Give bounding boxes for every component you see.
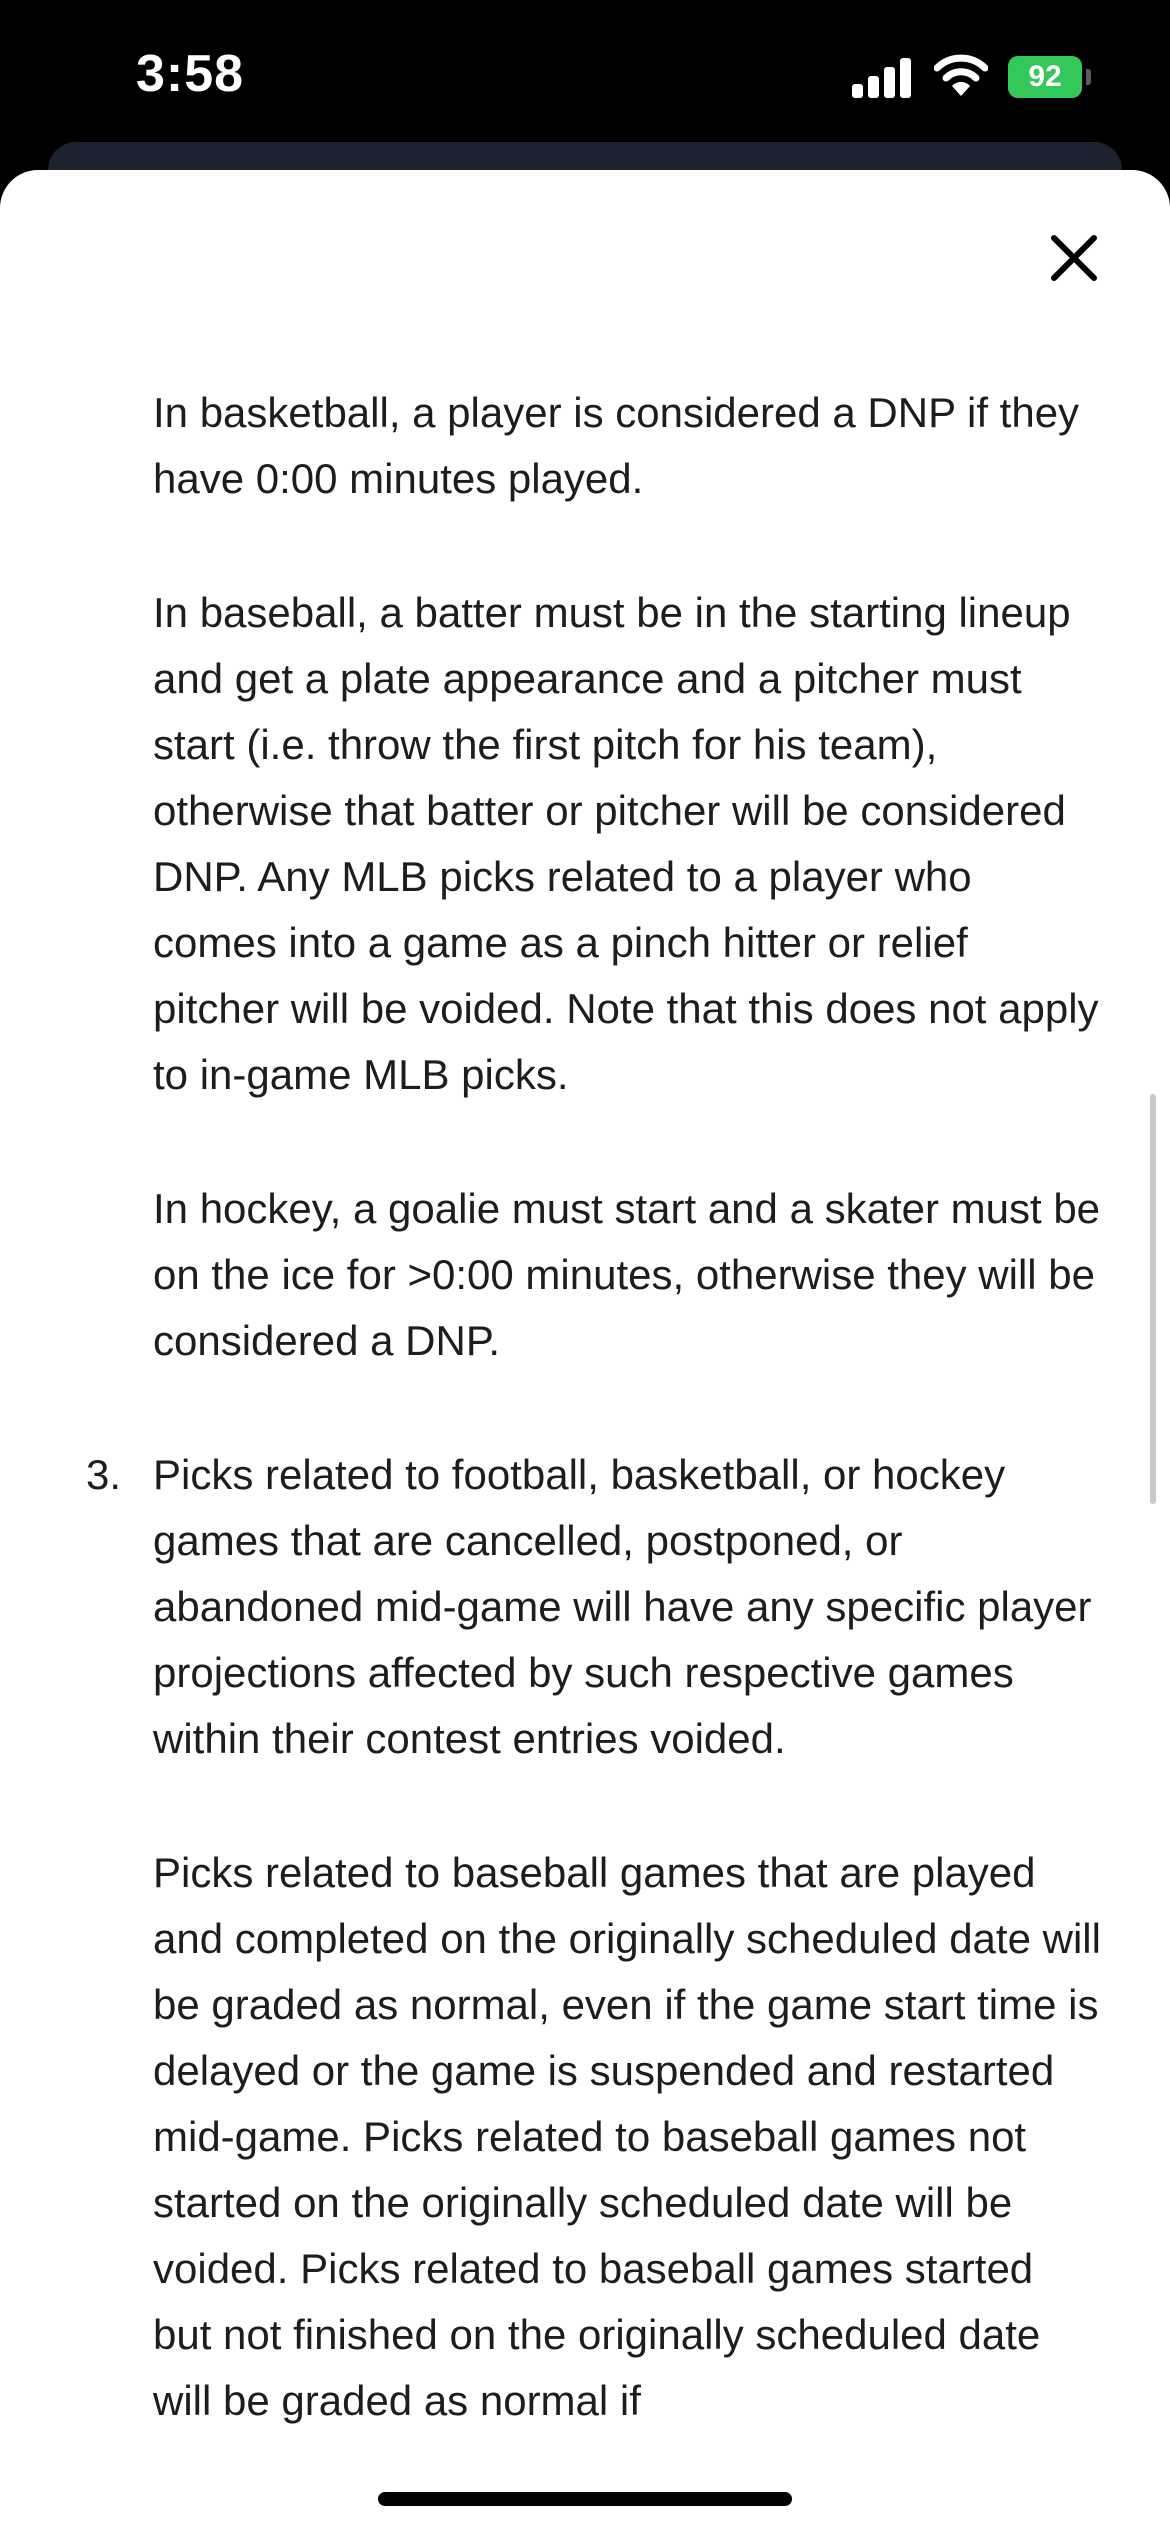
rules-list-item: [86, 1442, 1103, 1772]
status-time: 3:58: [136, 45, 245, 103]
paragraph-text: Picks related to baseball games that are played and completed on the originally scheduled date will be graded as normal, even if the game start time is delayed or the game is suspended and restarted mid-game. Picks related to baseball games not started on the originally scheduled date will be voided. Picks related to baseball games started but not finished on the originally scheduled date will be graded as normal if: [153, 1849, 1101, 2424]
paragraph-text: In hockey, a goalie must start and a skater must be on the ice for >0:00 minutes, otherwise they will be considered a DNP.: [153, 1185, 1101, 1364]
rules-paragraph: [153, 1840, 1103, 2434]
rules-content: [0, 380, 1170, 2502]
rules-paragraph: [153, 1176, 1103, 1374]
paragraph-text: In baseball, a batter must be in the starting lineup and get a plate appearance and a pitcher must start (i.e. throw the first pitch for his team), otherwise that batter or pitcher will be considered DNP. Any MLB picks related to a player who comes into a game as a pinch hitter or relief pitcher will be voided. Note that this does not apply to in-game MLB picks.: [153, 589, 1099, 1098]
battery-cap: [1086, 69, 1091, 85]
home-indicator[interactable]: [378, 2492, 792, 2506]
rules-paragraph: [153, 380, 1103, 512]
paragraph-text: Picks related to football, basketball, or hockey games that are cancelled, postponed, or abandoned mid-game will have any specific player projections affected by such respective games within their contest entries voided.: [153, 1451, 1092, 1762]
list-number: 3.: [86, 1451, 122, 1498]
wifi-icon: [934, 54, 988, 98]
bottom-sheet: [0, 170, 1170, 2532]
signal-icon: [852, 58, 914, 98]
battery-level: 92: [1008, 56, 1082, 98]
rules-paragraph: [153, 580, 1103, 1108]
status-bar: [0, 0, 1170, 160]
scroll-indicator[interactable]: [1150, 1094, 1156, 1504]
close-button[interactable]: [1038, 222, 1110, 294]
battery-icon: [1008, 56, 1090, 98]
close-icon: [1050, 234, 1098, 282]
paragraph-text: In basketball, a player is considered a DNP if they have 0:00 minutes played.: [153, 389, 1080, 502]
